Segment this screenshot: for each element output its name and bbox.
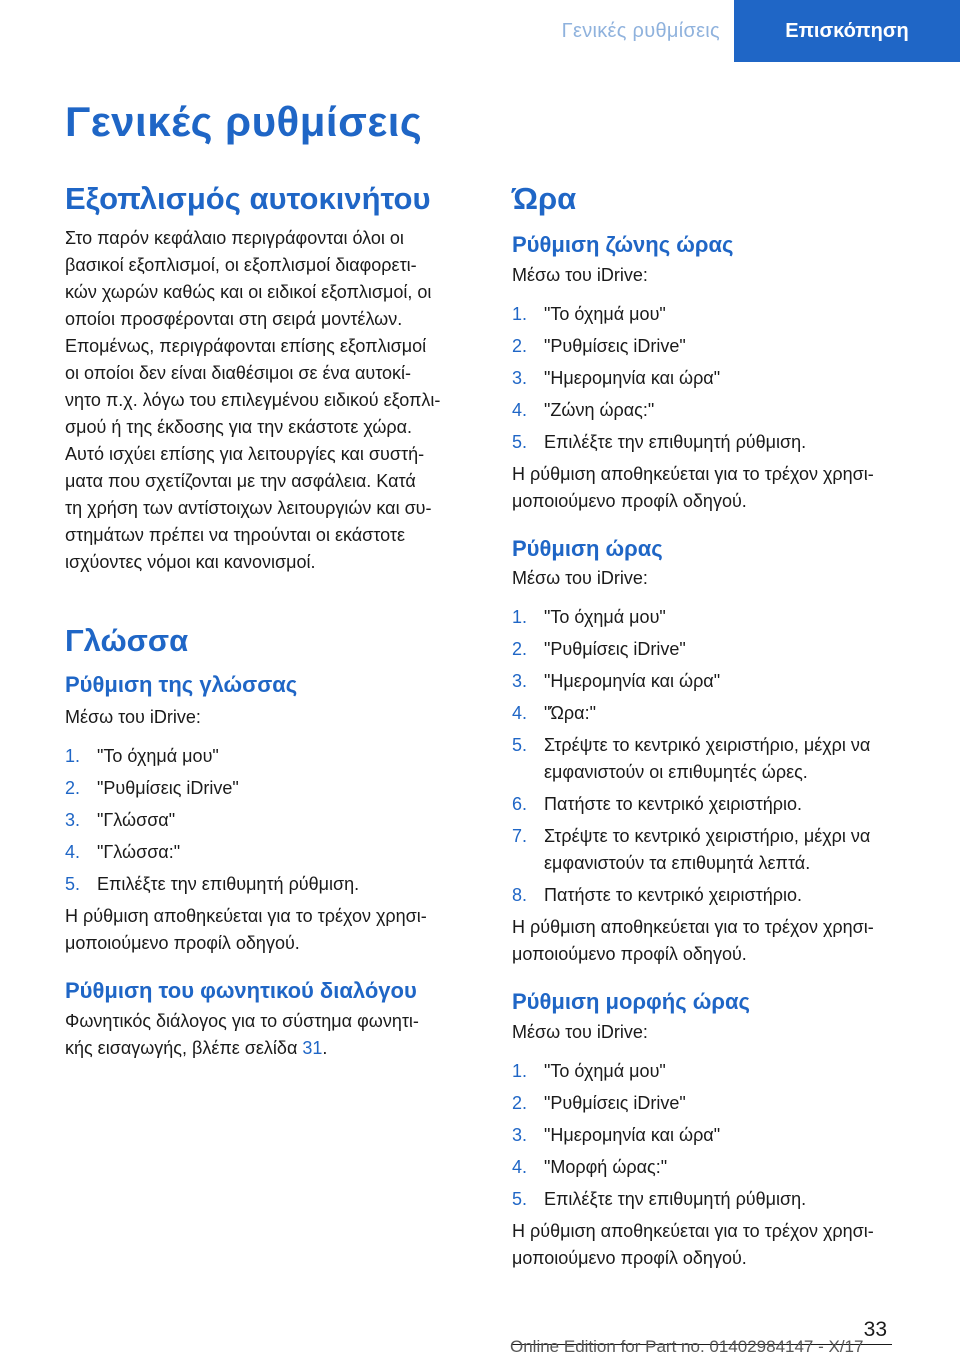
equipment-heading: Εξοπλισμός αυτοκινήτου [65,181,431,216]
time-format-via: Μέσω του iDrive: [512,1021,648,1042]
language-heading: Γλώσσα [65,623,189,659]
time-setting-via: Μέσω του iDrive: [512,568,648,589]
list-item: 4. "Ώρα:" [512,703,596,724]
list-item: 4. "Γλώσσα:" [65,841,181,862]
list-item: 2. "Ρυθμίσεις iDrive" [512,639,686,660]
language-setting-heading: Ρύθμιση της γλώσσας [65,672,298,698]
edition-watermark: Online Edition for Part no. 01402984147 - X/17 [510,1337,864,1356]
list-item: 4. "Μορφή ώρας:" [512,1156,668,1177]
time-setting-heading: Ρύθμιση ώρας [512,535,663,561]
list-item: 5. Επιλέξτε την επιθυμητή ρύθμιση. [512,1188,807,1209]
time-zone-steps [512,301,932,456]
left-column [65,180,475,1062]
language-note: Η ρύθμιση αποθηκεύεται για το τρέχον χρησι‐ μοποιούμενο προφίλ οδηγού. [65,905,427,953]
list-item: 3. "Ημερομηνία και ώρα" [512,367,721,388]
list-item: 5. Επιλέξτε την επιθυμητή ρύθμιση. [512,431,807,452]
section-breadcrumb[interactable]: Γενικές ρυθμίσεις [561,20,720,42]
list-item: 2. "Ρυθμίσεις iDrive" [512,335,686,356]
page-link[interactable]: 31 [302,1037,323,1058]
tab-overview[interactable] [734,0,960,62]
list-item: 2. "Ρυθμίσεις iDrive" [65,777,239,798]
time-format-heading: Ρύθμιση μορφής ώρας [512,989,750,1015]
time-format-note: Η ρύθμιση αποθηκεύεται για το τρέχον χρησι‐ μοποιούμενο προφίλ οδηγού. [512,1220,874,1268]
list-item: 3. "Ημερομηνία και ώρα" [512,1124,721,1145]
page-header [0,0,960,62]
time-zone-note: Η ρύθμιση αποθηκεύεται για το τρέχον χρησι‐ μοποιούμενο προφίλ οδηγού. [512,463,874,511]
list-item: 3. "Ημερομηνία και ώρα" [512,671,721,692]
time-format-steps [512,1058,932,1213]
list-item: 5. Επιλέξτε την επιθυμητή ρύθμιση. [65,873,360,894]
page-title: Γενικές ρυθμίσεις [65,98,423,145]
tab-overview-label: Επισκόπηση [785,19,909,42]
time-heading: Ώρα [512,181,577,216]
voice-dialog-text: Φωνητικός διάλογος για το σύστημα φωνητι‐ κής εισαγωγής, βλέπε σελίδα 31. [65,1010,419,1058]
list-item: 1. "Το όχημά μου" [512,607,666,628]
list-item: 1. "Το όχημά μου" [512,1060,666,1081]
list-item: 5. Στρέψτε το κεντρικό χειριστήριο, μέχρι να εμφανιστούν οι επιθυμητές ώρες. [512,735,871,783]
time-setting-steps [512,604,932,909]
voice-dialog-heading: Ρύθμιση του φωνητικού διαλόγου [65,977,417,1003]
list-item: 1. "Το όχημά μου" [512,303,666,324]
list-item: 7. Στρέψτε το κεντρικό χειριστήριο, μέχρι να εμφανιστούν τα επιθυμητά λεπτά. [512,826,871,874]
list-item: 1. "Το όχημά μου" [65,745,219,766]
language-via: Μέσω του iDrive: [65,706,201,727]
page-number: 33 [863,1318,887,1341]
list-item: 3. "Γλώσσα" [65,809,176,830]
list-item: 8. Πατήστε το κεντρικό χειριστήριο. [512,885,802,906]
list-item: 4. "Ζώνη ώρας:" [512,399,655,420]
equipment-text: Στο παρόν κεφάλαιο περιγράφονται όλοι οι βασικοί εξοπλισμοί, οι εξοπλισμοί διαφορετι‐ κών χωρών καθώς και οι ειδικοί εξοπλισμοί, οι οποίοι προσφέρονται στη σειρά μοντέλων. Επομένως, περιγράφονται επίσης εξοπλισμοί οι οποίοι δεν είναι διαθέσιμοι σε ένα αυτοκί‐ νητο π.χ. λόγω του επιλεγμένου ειδικού εξοπλι‐ σμού ή της έκδοσης για την εκάστοτε χώρα. Αυτό ισχύει επίσης για λειτουργίες και συστή‐ ματα που σχετίζονται με την ασφάλεια. Κατά τη χρήση των αντίστοιχων λειτουργιών και συ‐ στημάτων πρέπει να τηρούνται οι εκάστοτε ισχύοντες νόμοι και κανονισμοί. [65,228,441,573]
right-column [512,180,932,1272]
language-steps [65,743,475,898]
list-item: 6. Πατήστε το κεντρικό χειριστήριο. [512,794,802,815]
time-zone-heading: Ρύθμιση ζώνης ώρας [512,232,734,258]
list-item: 2. "Ρυθμίσεις iDrive" [512,1092,686,1113]
time-setting-note: Η ρύθμιση αποθηκεύεται για το τρέχον χρησι‐ μοποιούμενο προφίλ οδηγού. [512,917,874,965]
time-zone-via: Μέσω του iDrive: [512,264,648,285]
